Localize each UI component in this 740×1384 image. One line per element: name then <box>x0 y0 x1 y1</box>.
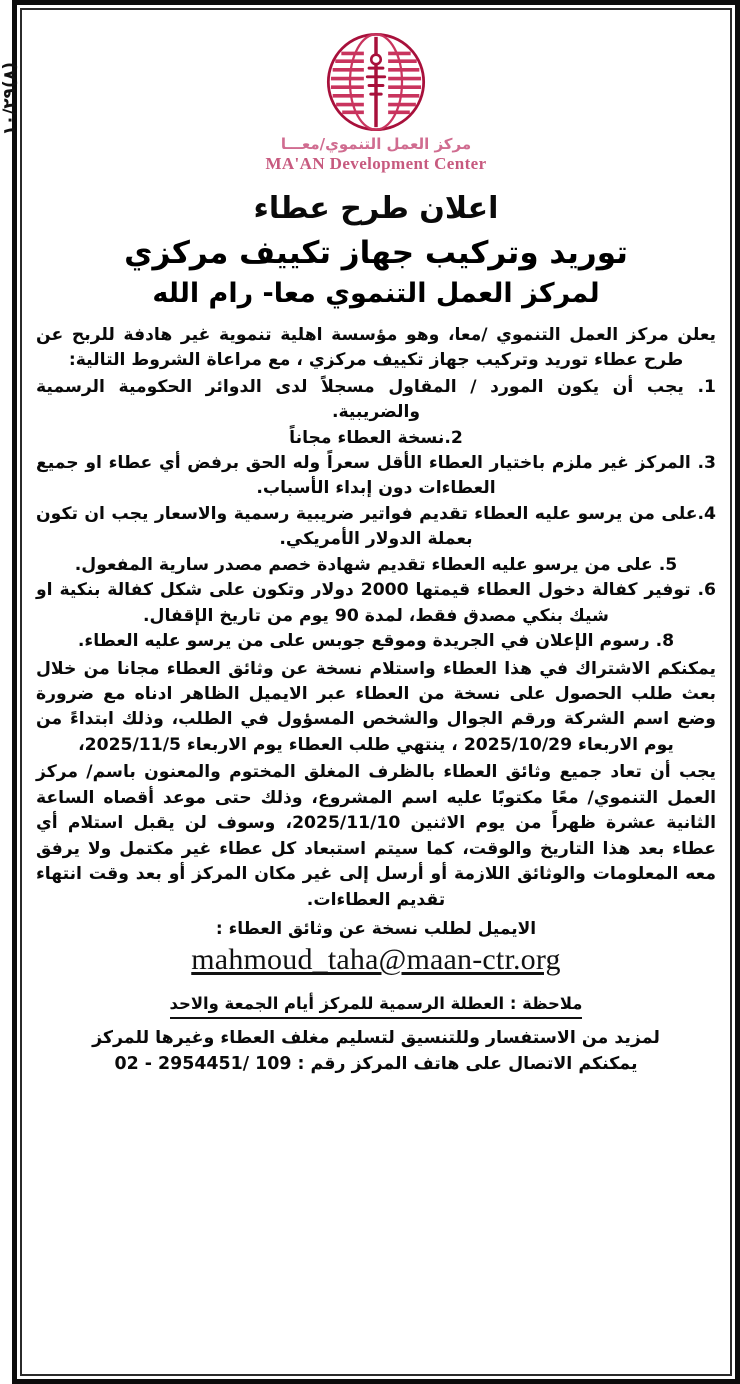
conditions-list <box>36 375 716 655</box>
tender-email-link[interactable]: mahmoud_taha@maan-ctr.org <box>191 943 561 977</box>
organization-logo-block <box>236 30 516 174</box>
maan-wheat-globe-emblem-icon <box>324 30 428 134</box>
logo-arabic-name: مركز العمل التنموي/معـــا <box>280 135 472 153</box>
condition-item: 3. المركز غير ملزم باختيار العطاء الأقل سعراً وله الحق برفض أي عطاء او جميع العطاءات دون إبداء الأسباب. <box>36 452 716 499</box>
email-label: الايميل لطلب نسخة عن وثائق العطاء : <box>215 919 537 940</box>
page-title: اعلان طرح عطاء <box>253 190 499 226</box>
condition-item: 2.نسخة العطاء مجاناً <box>289 427 463 448</box>
ad-inner-border <box>0 8 732 1376</box>
contact-instruction: لمزيد من الاستفسار وللتنسيق لتسليم مغلف العطاء وغيرها للمركز <box>92 1028 660 1049</box>
condition-item: 1. يجب أن يكون المورد / المقاول مسجلاً لدى الدوائر الحكومية الرسمية والضريبية. <box>36 376 716 423</box>
holiday-note-wrapper <box>36 993 716 1019</box>
holiday-note: ملاحظة : العطلة الرسمية للمركز أيام الجمعة والاحد <box>170 993 583 1019</box>
contact-phone: يمكنكم الاتصال على هاتف المركز رقم : 109 /2954451 - 02 <box>114 1054 638 1075</box>
intro-paragraph: يعلن مركز العمل التنموي /معا، وهو مؤسسة اهلية تنموية غير هادفة للربح عن طرح عطاء توريد وتركيب جهاز تكييف مركزي ، مع مراعاة الشروط التالية: <box>36 324 716 371</box>
headline-group <box>36 190 716 311</box>
footer-block <box>36 993 716 1077</box>
condition-item: 4.على من يرسو عليه العطاء تقديم فواتير ضريبية رسمية والاسعار يجب ان تكون بعملة الدولار الأمريكي. <box>36 503 716 550</box>
condition-item: 8. رسوم الإعلان في الجريدة وموقع جوبس على من يرسو عليه العطاء. <box>77 631 675 652</box>
tender-subject-heading: توريد وتركيب جهاز تكييف مركزي <box>124 235 628 272</box>
logo-english-name: MA'AN Development Center <box>265 154 487 174</box>
submission-paragraph: يجب أن تعاد جميع وثائق العطاء بالظرف المغلق المختوم والمعنون باسم/ مركز العمل التنموي/ معًا مكتوبًا عليه اسم المشروع، وذلك حتى موعد أقصاه الساعة الثانية عشرة ظهراً من يوم الاثنين 2025/11/10، وسوف لن يقبل استلام أي عطاء بعد هذا التاريخ والوقت، كما سيتم استبعاد كل عطاء غير مكتمل ولا يرفق معه المعلومات والوثائق اللازمة أو أرسل إلى غير مكان المركز أو بعد وقت انتهاء تقديم العطاءات. <box>36 762 716 910</box>
tender-owner-heading: لمركز العمل التنموي معا- رام الله <box>152 277 600 309</box>
corner-reference-code: (٨)١٠/٢٩ <box>0 62 20 136</box>
condition-item: 5. على من يرسو عليه العطاء تقديم شهادة خصم مصدر سارية المفعول. <box>74 554 678 575</box>
announcement-body <box>36 323 716 913</box>
participation-paragraph: يمكنكم الاشتراك في هذا العطاء واستلام نسخة عن وثائق العطاء مجانا من خلال بعث طلب الحصول على نسخة من العطاء عبر الايميل الظاهر ادناه مع ضرورة وضع اسم الشركة ورقم الجوال والشخص المسؤول في الطلب، وذلك ابتداءً من يوم الاربعاء 2025/10/29 ، ينتهي طلب العطاء يوم الاربعاء 2025/11/5، <box>36 658 716 755</box>
condition-item: 6. توفير كفالة دخول العطاء قيمتها 2000 دولار وتكون على شكل كفالة بنكية او شيك بنكي مصدق فقط، لمدة 90 يوم من تاريخ الإقفال. <box>36 580 716 626</box>
